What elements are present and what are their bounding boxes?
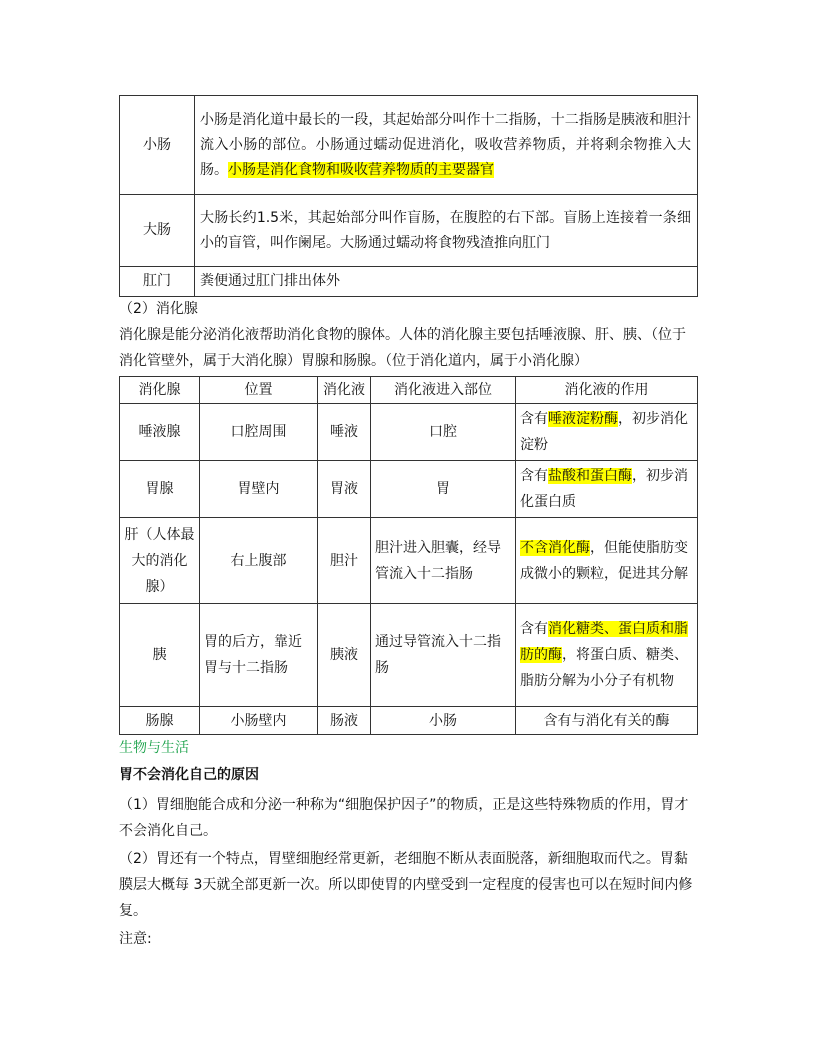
gland-name: 肝（人体最大的消化腺） — [120, 518, 200, 604]
gland-name: 唾液腺 — [120, 404, 200, 461]
gland-juice: 胃液 — [318, 461, 371, 518]
juice-entry: 小肠 — [371, 707, 516, 735]
digestive-gland-table — [119, 376, 698, 735]
table-row — [120, 604, 698, 707]
table-row — [120, 267, 698, 297]
document-content — [119, 95, 697, 952]
juice-function: 含有与消化有关的酶 — [516, 707, 698, 735]
gland-name: 肠腺 — [120, 707, 200, 735]
section-title: （2）消化腺 — [119, 301, 198, 317]
juice-entry: 口腔 — [371, 404, 516, 461]
juice-function: 含有盐酸和蛋白酶，初步消化蛋白质 — [516, 461, 698, 518]
gland-juice: 胆汁 — [318, 518, 371, 604]
reason-paragraph-2: （2）胃还有一个特点，胃壁细胞经常更新，老细胞不断从表面脱落，新细胞取而代之。胃黏膜层大概每 3天就全部更新一次。所以即使胃的内壁受到一定程度的侵害也可以在短时间内修复。 — [119, 851, 693, 919]
key-highlight: 盐酸和蛋白酶 — [548, 468, 632, 484]
organ-description: 大肠长约1.5米，其起始部分叫作盲肠，在腹腔的右下部。盲肠上连接着一条细小的盲管，叫作阑尾。大肠通过蠕动将食物残渣推向肛门 — [195, 195, 698, 267]
juice-function: 含有消化糖类、蛋白质和脂肪的酶，将蛋白质、糖类、脂肪分解为小分子有机物 — [516, 604, 698, 707]
gland-name: 胃腺 — [120, 461, 200, 518]
intro-paragraph: 消化腺是能分泌消化液帮助消化食物的腺体。人体的消化腺主要包括唾液腺、肝、胰、（位于消化管壁外，属于大消化腺）胃腺和肠腺。（位于消化道内，属于小消化腺） — [119, 327, 686, 369]
juice-function: 含有唾液淀粉酶，初步消化淀粉 — [516, 404, 698, 461]
juice-entry: 胆汁进入胆囊，经导管流入十二指肠 — [371, 518, 516, 604]
life-section-heading: 生物与生活 — [119, 740, 189, 756]
juice-entry: 胃 — [371, 461, 516, 518]
table-row — [120, 707, 698, 735]
organ-name: 肛门 — [120, 267, 195, 297]
note-label: 注意: — [119, 931, 152, 947]
table-header-row — [120, 377, 698, 404]
column-header: 消化液进入部位 — [371, 377, 516, 404]
key-highlight: 唾液淀粉酶 — [548, 411, 618, 427]
organ-description: 粪便通过肛门排出体外 — [195, 267, 698, 297]
table-row — [120, 96, 698, 195]
key-highlight: 不含消化酶 — [520, 539, 590, 556]
table-row — [120, 461, 698, 518]
gland-location: 口腔周围 — [200, 404, 318, 461]
gland-location: 胃的后方，靠近胃与十二指肠 — [200, 604, 318, 707]
reason-title: 胃不会消化自己的原因 — [119, 767, 259, 783]
table-row — [120, 404, 698, 461]
reason-paragraph-1: （1）胃细胞能合成和分泌一种称为“细胞保护因子”的物质，正是这些特殊物质的作用，胃才不会消化自己。 — [119, 797, 689, 839]
column-header: 消化液的作用 — [516, 377, 698, 404]
key-highlight: 消化糖类、蛋白质和脂肪的酶 — [520, 621, 688, 663]
gland-name: 胰 — [120, 604, 200, 707]
key-highlight: 小肠是消化食物和吸收营养物质的主要器官 — [228, 161, 494, 178]
table-row — [120, 518, 698, 604]
column-header: 位置 — [200, 377, 318, 404]
organ-name: 小肠 — [120, 96, 195, 195]
gland-juice: 唾液 — [318, 404, 371, 461]
column-header: 消化腺 — [120, 377, 200, 404]
gland-location: 右上腹部 — [200, 518, 318, 604]
gland-juice: 胰液 — [318, 604, 371, 707]
organ-description: 小肠是消化道中最长的一段，其起始部分叫作十二指肠，十二指肠是胰液和胆汁流入小肠的部位。小肠通过蠕动促进消化，吸收营养物质，并将剩余物推入大肠。小肠是消化食物和吸收营养物质的主要器官 — [195, 96, 698, 195]
gland-location: 小肠壁内 — [200, 707, 318, 735]
juice-entry: 通过导管流入十二指肠 — [371, 604, 516, 707]
juice-function: 不含消化酶，但能使脂肪变成微小的颗粒，促进其分解 — [516, 518, 698, 604]
column-header: 消化液 — [318, 377, 371, 404]
gland-juice: 肠液 — [318, 707, 371, 735]
gland-location: 胃壁内 — [200, 461, 318, 518]
table-row — [120, 195, 698, 267]
digestive-tract-table — [119, 95, 698, 297]
organ-name: 大肠 — [120, 195, 195, 267]
